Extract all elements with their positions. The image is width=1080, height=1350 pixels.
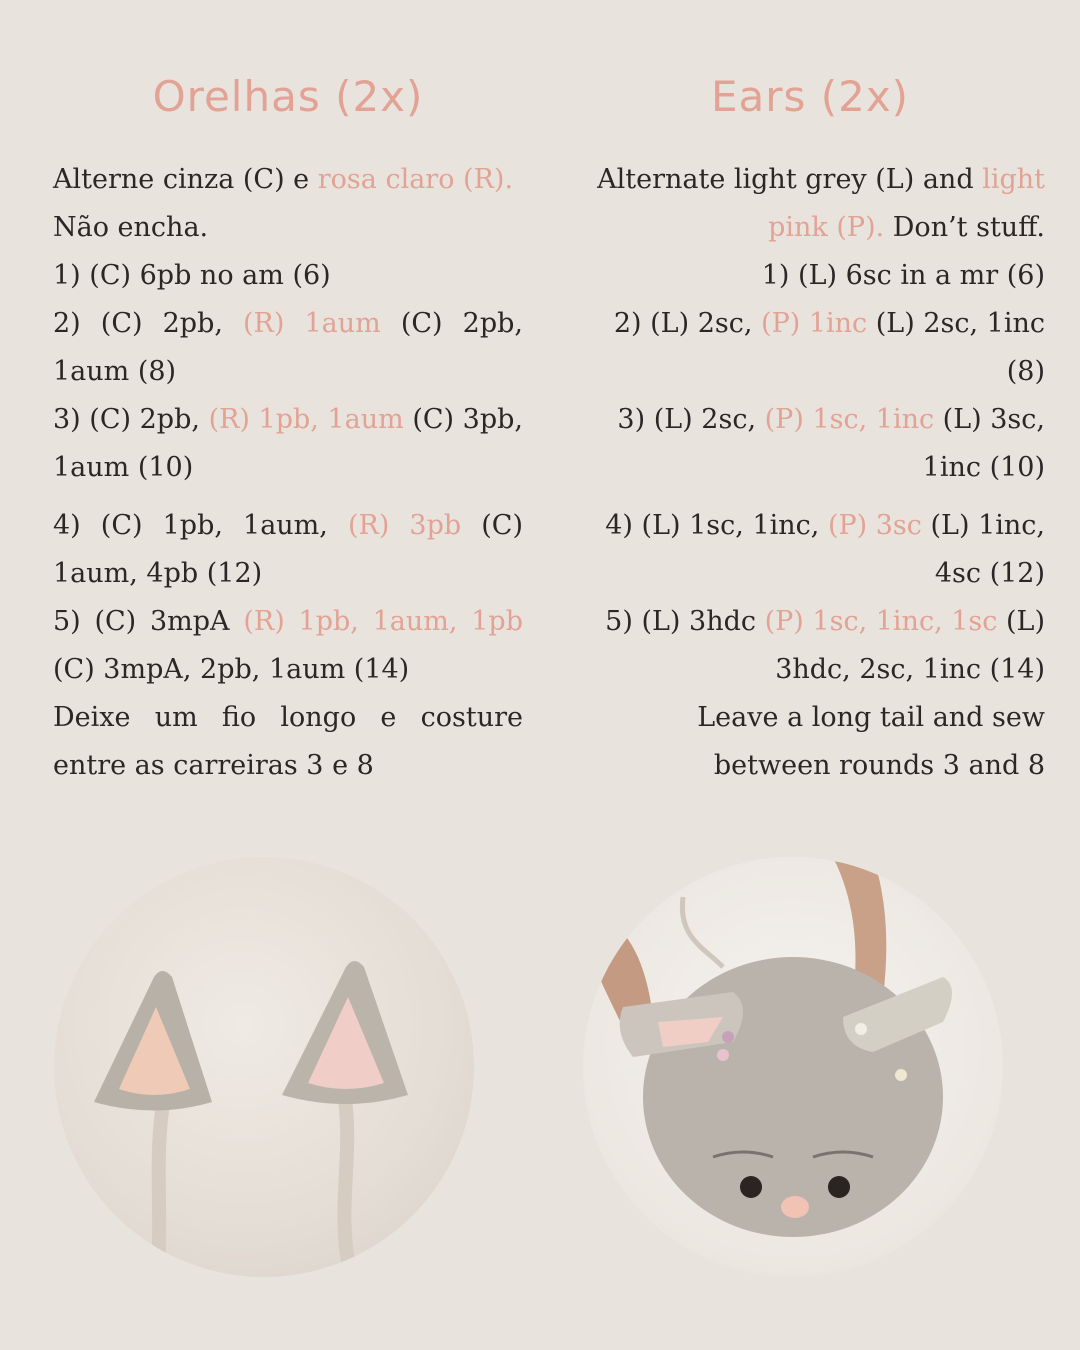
round-4-b: (L) 1inc, 4sc (12) [921,510,1045,589]
round-3-b: (C) 3pb, 1aum (10) [53,404,523,483]
round-4-pink: (P) 3sc [827,510,922,541]
ears-illustration [54,857,474,1277]
round-3-pink: (R) 1pb, 1aum [208,404,404,435]
round-4 [575,502,1045,598]
round-3-pink: (P) 1sc, 1inc [764,404,935,435]
heading-ears: Ears (2x) [710,72,910,122]
pattern-text-en [575,156,1045,790]
round-5-b: (L) 3hdc, 2sc, 1inc (14) [775,606,1045,685]
round-2-a: 2) (C) 2pb, [53,308,244,339]
round-5-a: 5) (C) 3mpA [53,606,244,637]
round-1: 1) (L) 6sc in a mr (6) [761,260,1045,291]
round-4-a: 4) (L) 1sc, 1inc, [605,510,828,541]
heading-orelhas: Orelhas (2x) [152,72,424,122]
round-2 [575,300,1045,396]
round-3-b: (L) 3sc, 1inc (10) [922,404,1045,483]
intro-line-1 [53,156,523,204]
intro-text: Alterne cinza (C) e [53,164,318,195]
head-photo [583,857,1003,1277]
intro-a: Alternate light grey (L) and [597,164,983,195]
round-2 [53,300,523,396]
round-2-pink: (P) 1inc [761,308,868,339]
intro-pink-text: rosa claro (R). [317,164,514,195]
outro: Deixe um fio longo e costure entre as carreiras 3 e 8 [53,702,523,781]
round-5-pink: (P) 1sc, 1inc, 1sc [764,606,998,637]
round-4 [53,502,523,598]
outro: Leave a long tail and sew between rounds 3 and 8 [697,702,1045,781]
round-5-a: 5) (L) 3hdc [605,606,765,637]
round-5 [575,598,1045,694]
round-2-pink: (R) 1aum [243,308,381,339]
round-2-b: (C) 2pb, 1aum (8) [53,308,523,387]
round-5 [53,598,523,694]
round-4-b: (C) 1aum, 4pb (12) [53,510,523,589]
round-4-pink: (R) 3pb [347,510,462,541]
pattern-text-pt [53,156,523,790]
round-3 [53,396,523,492]
round-5-pink: (R) 1pb, 1aum, 1pb [243,606,523,637]
round-1: 1) (C) 6pb no am (6) [53,260,331,291]
round-4-a: 4) (C) 1pb, 1aum, [53,510,348,541]
intro-pink: light pink (P). [768,164,1045,243]
ears-photo [54,857,474,1277]
round-2-a: 2) (L) 2sc, [613,308,762,339]
intro-b: Don’t stuff. [884,212,1045,243]
round-3-a: 3) (C) 2pb, [53,404,209,435]
round-3 [575,396,1045,492]
round-2-b: (L) 2sc, 1inc (8) [867,308,1045,387]
round-3-a: 3) (L) 2sc, [617,404,765,435]
intro-line-2: Não encha. [53,212,209,243]
round-5-b: (C) 3mpA, 2pb, 1aum (14) [53,654,410,685]
intro-line [575,156,1045,252]
head-illustration [583,857,1003,1277]
